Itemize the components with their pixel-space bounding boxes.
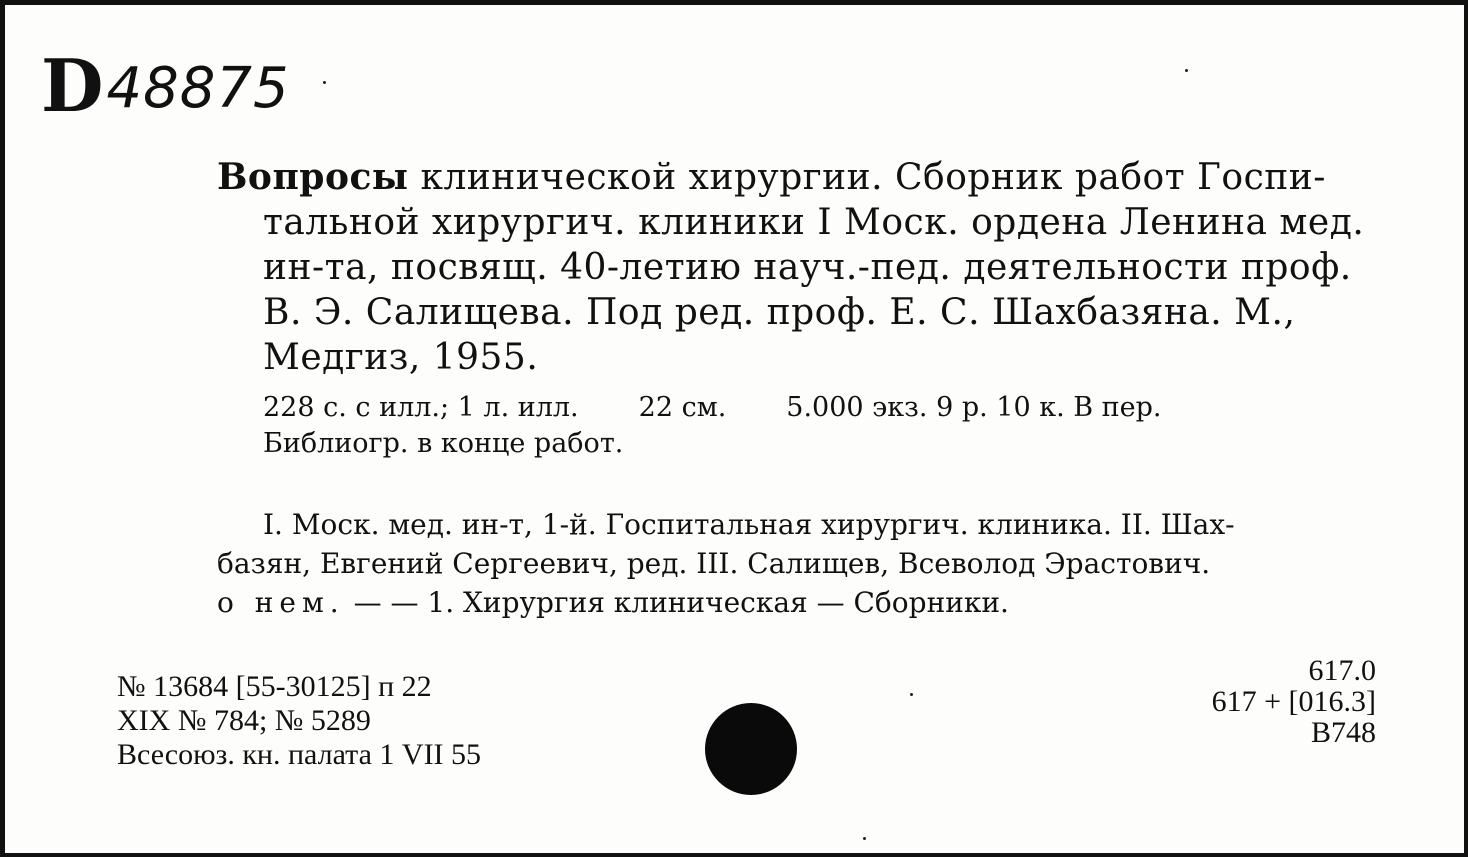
tracing-line-1: I. Моск. мед. ин-т, 1-й. Госпитальная хирургич. клиника. II. Шах-	[263, 508, 1235, 541]
collation-line	[263, 390, 1162, 426]
tracing-line-3-text: — — 1. Хирургия клиническая — Сборники.	[353, 586, 1009, 619]
bibliography-note: Библиогр. в конце работ.	[263, 428, 624, 459]
collation-copies-price: 5.000 экз. 9 р. 10 к. В пер.	[786, 392, 1162, 423]
collation-size: 22 см.	[638, 392, 727, 423]
main-entry-lead-word: Вопросы	[217, 156, 409, 198]
classification-line-1: 617.0	[1308, 654, 1376, 687]
ink-speck	[1185, 69, 1188, 72]
tracing-spaced-prefix: о нем.	[217, 586, 345, 619]
handwritten-digits: 48875	[106, 56, 290, 121]
registration-line-1: № 13684 [55-30125] п 22	[117, 670, 432, 703]
classification-block	[1212, 655, 1376, 748]
main-entry-line-1-text: клинической хирургии. Сборник работ Госпи-	[420, 157, 1326, 198]
classification-line-3: В748	[1310, 716, 1376, 749]
main-entry-line-4: В. Э. Салищева. Под ред. проф. Е. С. Шахбазяна. М.,	[263, 292, 1296, 333]
ink-speck	[863, 837, 866, 840]
main-entry	[217, 155, 1392, 380]
handwritten-d-letter: D	[41, 43, 105, 128]
registration-line-2: XIX № 784; № 5289	[117, 704, 371, 737]
ink-speck	[910, 693, 913, 696]
main-entry-line-5: Медгиз, 1955.	[263, 337, 539, 378]
classification-line-2: 617 + [016.3]	[1211, 685, 1376, 718]
tracings	[217, 505, 1392, 622]
publication-details	[263, 390, 1162, 462]
registration-block	[117, 670, 481, 772]
tracing-line-2: базян, Евгений Сергеевич, ред. III. Салищев, Всеволод Эрастович.	[217, 547, 1211, 580]
tracing-line-3	[217, 583, 1392, 622]
main-entry-line-1	[217, 155, 1392, 200]
registration-line-3: Всесоюз. кн. палата 1 VII 55	[117, 738, 482, 771]
collation-pages: 228 с. с илл.; 1 л. илл.	[263, 392, 579, 423]
ink-speck	[323, 81, 326, 84]
main-entry-line-2: тальной хирургич. клиники I Моск. ордена Ленина мед.	[263, 202, 1365, 243]
punch-hole	[705, 703, 797, 795]
main-entry-line-3: ин-та, посвящ. 40-летию науч.-пед. деятельности проф.	[263, 247, 1352, 288]
handwritten-accession-number	[41, 43, 290, 128]
